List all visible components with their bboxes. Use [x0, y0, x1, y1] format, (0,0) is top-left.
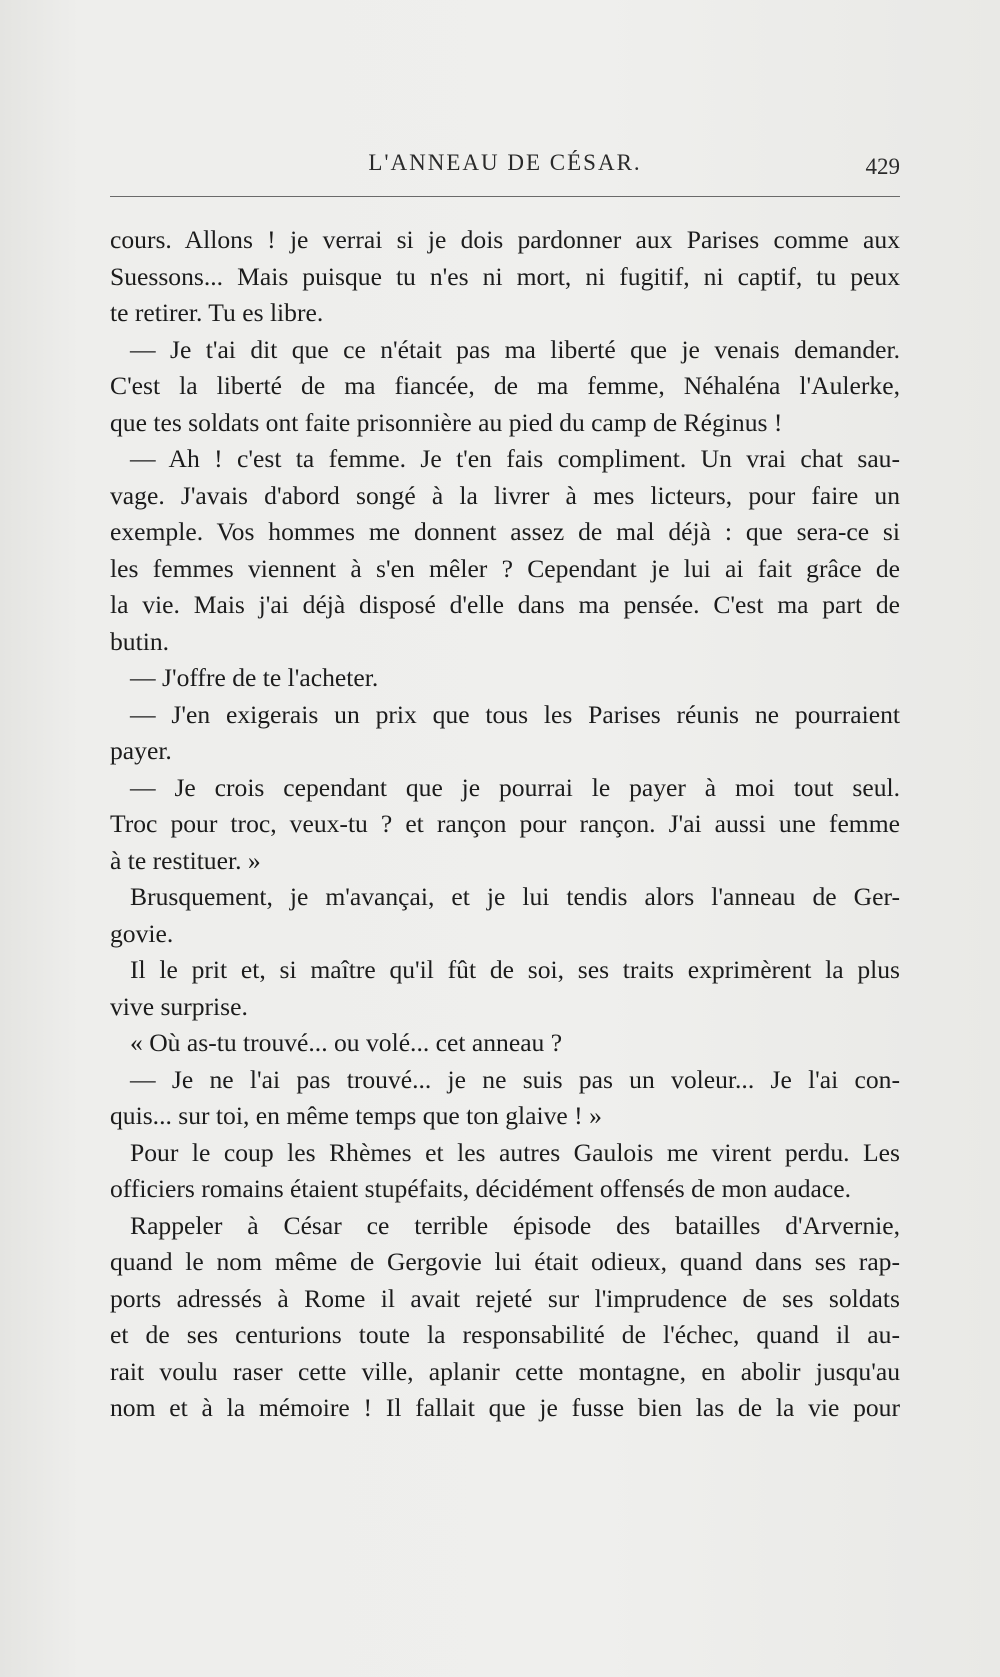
text-line: Brusquement, je m'avançai, et je lui tendis alors l'anneau de Ger-: [130, 882, 900, 911]
text-line: « Où as-tu trouvé... ou volé... cet anneau ?: [130, 1028, 563, 1057]
text-line: Troc pour troc, veux-tu ? et rançon pour rançon. J'ai aussi une femme: [110, 809, 900, 838]
text-line: — Je crois cependant que je pourrai le payer à moi tout seul.: [130, 772, 900, 802]
text-line: C'est la liberté de ma fiancée, de ma femme, Néhaléna l'Aulerke,: [110, 371, 900, 400]
text-line: govie.: [110, 918, 174, 948]
text-line: cours. Allons ! je verrai si je dois pardonner aux Parises comme aux: [110, 225, 900, 254]
text-line: officiers romains étaient stupéfaits, décidément offensés de mon audace.: [110, 1174, 852, 1203]
text-line: Suessons... Mais puisque tu n'es ni mort, ni fugitif, ni captif, tu peux: [110, 261, 900, 291]
page-header: [110, 150, 900, 190]
page-number: 429: [865, 154, 900, 179]
text-line: — Je ne l'ai pas trouvé... je ne suis pas un voleur... Je l'ai con-: [130, 1064, 900, 1094]
text-line: — J'offre de te l'acheter.: [130, 663, 379, 692]
text-line: quand le nom même de Gergovie lui était odieux, quand dans ses rap-: [110, 1247, 900, 1276]
text-line: que tes soldats ont faite prisonnière au pied du camp de Réginus !: [110, 407, 783, 437]
header-rule: [110, 196, 900, 197]
text-line: te retirer. Tu es libre.: [110, 298, 324, 327]
text-line: butin.: [110, 626, 170, 656]
text-line: la vie. Mais j'ai déjà disposé d'elle dans ma pensée. C'est ma part de: [110, 590, 900, 619]
text-line: vive surprise.: [110, 991, 248, 1021]
text-line: Pour le coup les Rhèmes et les autres Gaulois me virent perdu. Les: [130, 1137, 900, 1167]
text-line: payer.: [110, 736, 172, 765]
text-line: rait voulu raser cette ville, aplanir cette montagne, en abolir jusqu'au: [110, 1356, 900, 1386]
text-line: — Ah ! c'est ta femme. Je t'en fais compliment. Un vrai chat sau-: [130, 444, 900, 473]
text-line: les femmes viennent à s'en mêler ? Cependant je lui ai fait grâce de: [110, 553, 900, 583]
text-line: ports adressés à Rome il avait rejeté sur l'imprudence de ses soldats: [110, 1283, 900, 1313]
text-line: à te restituer. »: [110, 845, 261, 875]
text-line: Il le prit et, si maître qu'il fût de soi, ses traits exprimèrent la plus: [130, 955, 900, 984]
body-text: [110, 222, 900, 1427]
text-line: quis... sur toi, en même temps que ton glaive ! »: [110, 1101, 602, 1130]
text-line: exemple. Vos hommes me donnent assez de mal déjà : que sera-ce si: [110, 517, 900, 546]
running-title: L'ANNEAU DE CÉSAR.: [368, 150, 642, 175]
text-line: Rappeler à César ce terrible épisode des batailles d'Arvernie,: [130, 1210, 900, 1240]
text-line: — J'en exigerais un prix que tous les Parises réunis ne pourraient: [130, 699, 900, 729]
text-line: vage. J'avais d'abord songé à la livrer à mes licteurs, pour faire un: [110, 480, 900, 510]
text-line: et de ses centurions toute la responsabilité de l'échec, quand il au-: [110, 1320, 900, 1349]
text-line: nom et à la mémoire ! Il fallait que je fusse bien las de la vie pour: [110, 1393, 900, 1422]
text-line: — Je t'ai dit que ce n'était pas ma liberté que je venais demander.: [130, 334, 900, 364]
